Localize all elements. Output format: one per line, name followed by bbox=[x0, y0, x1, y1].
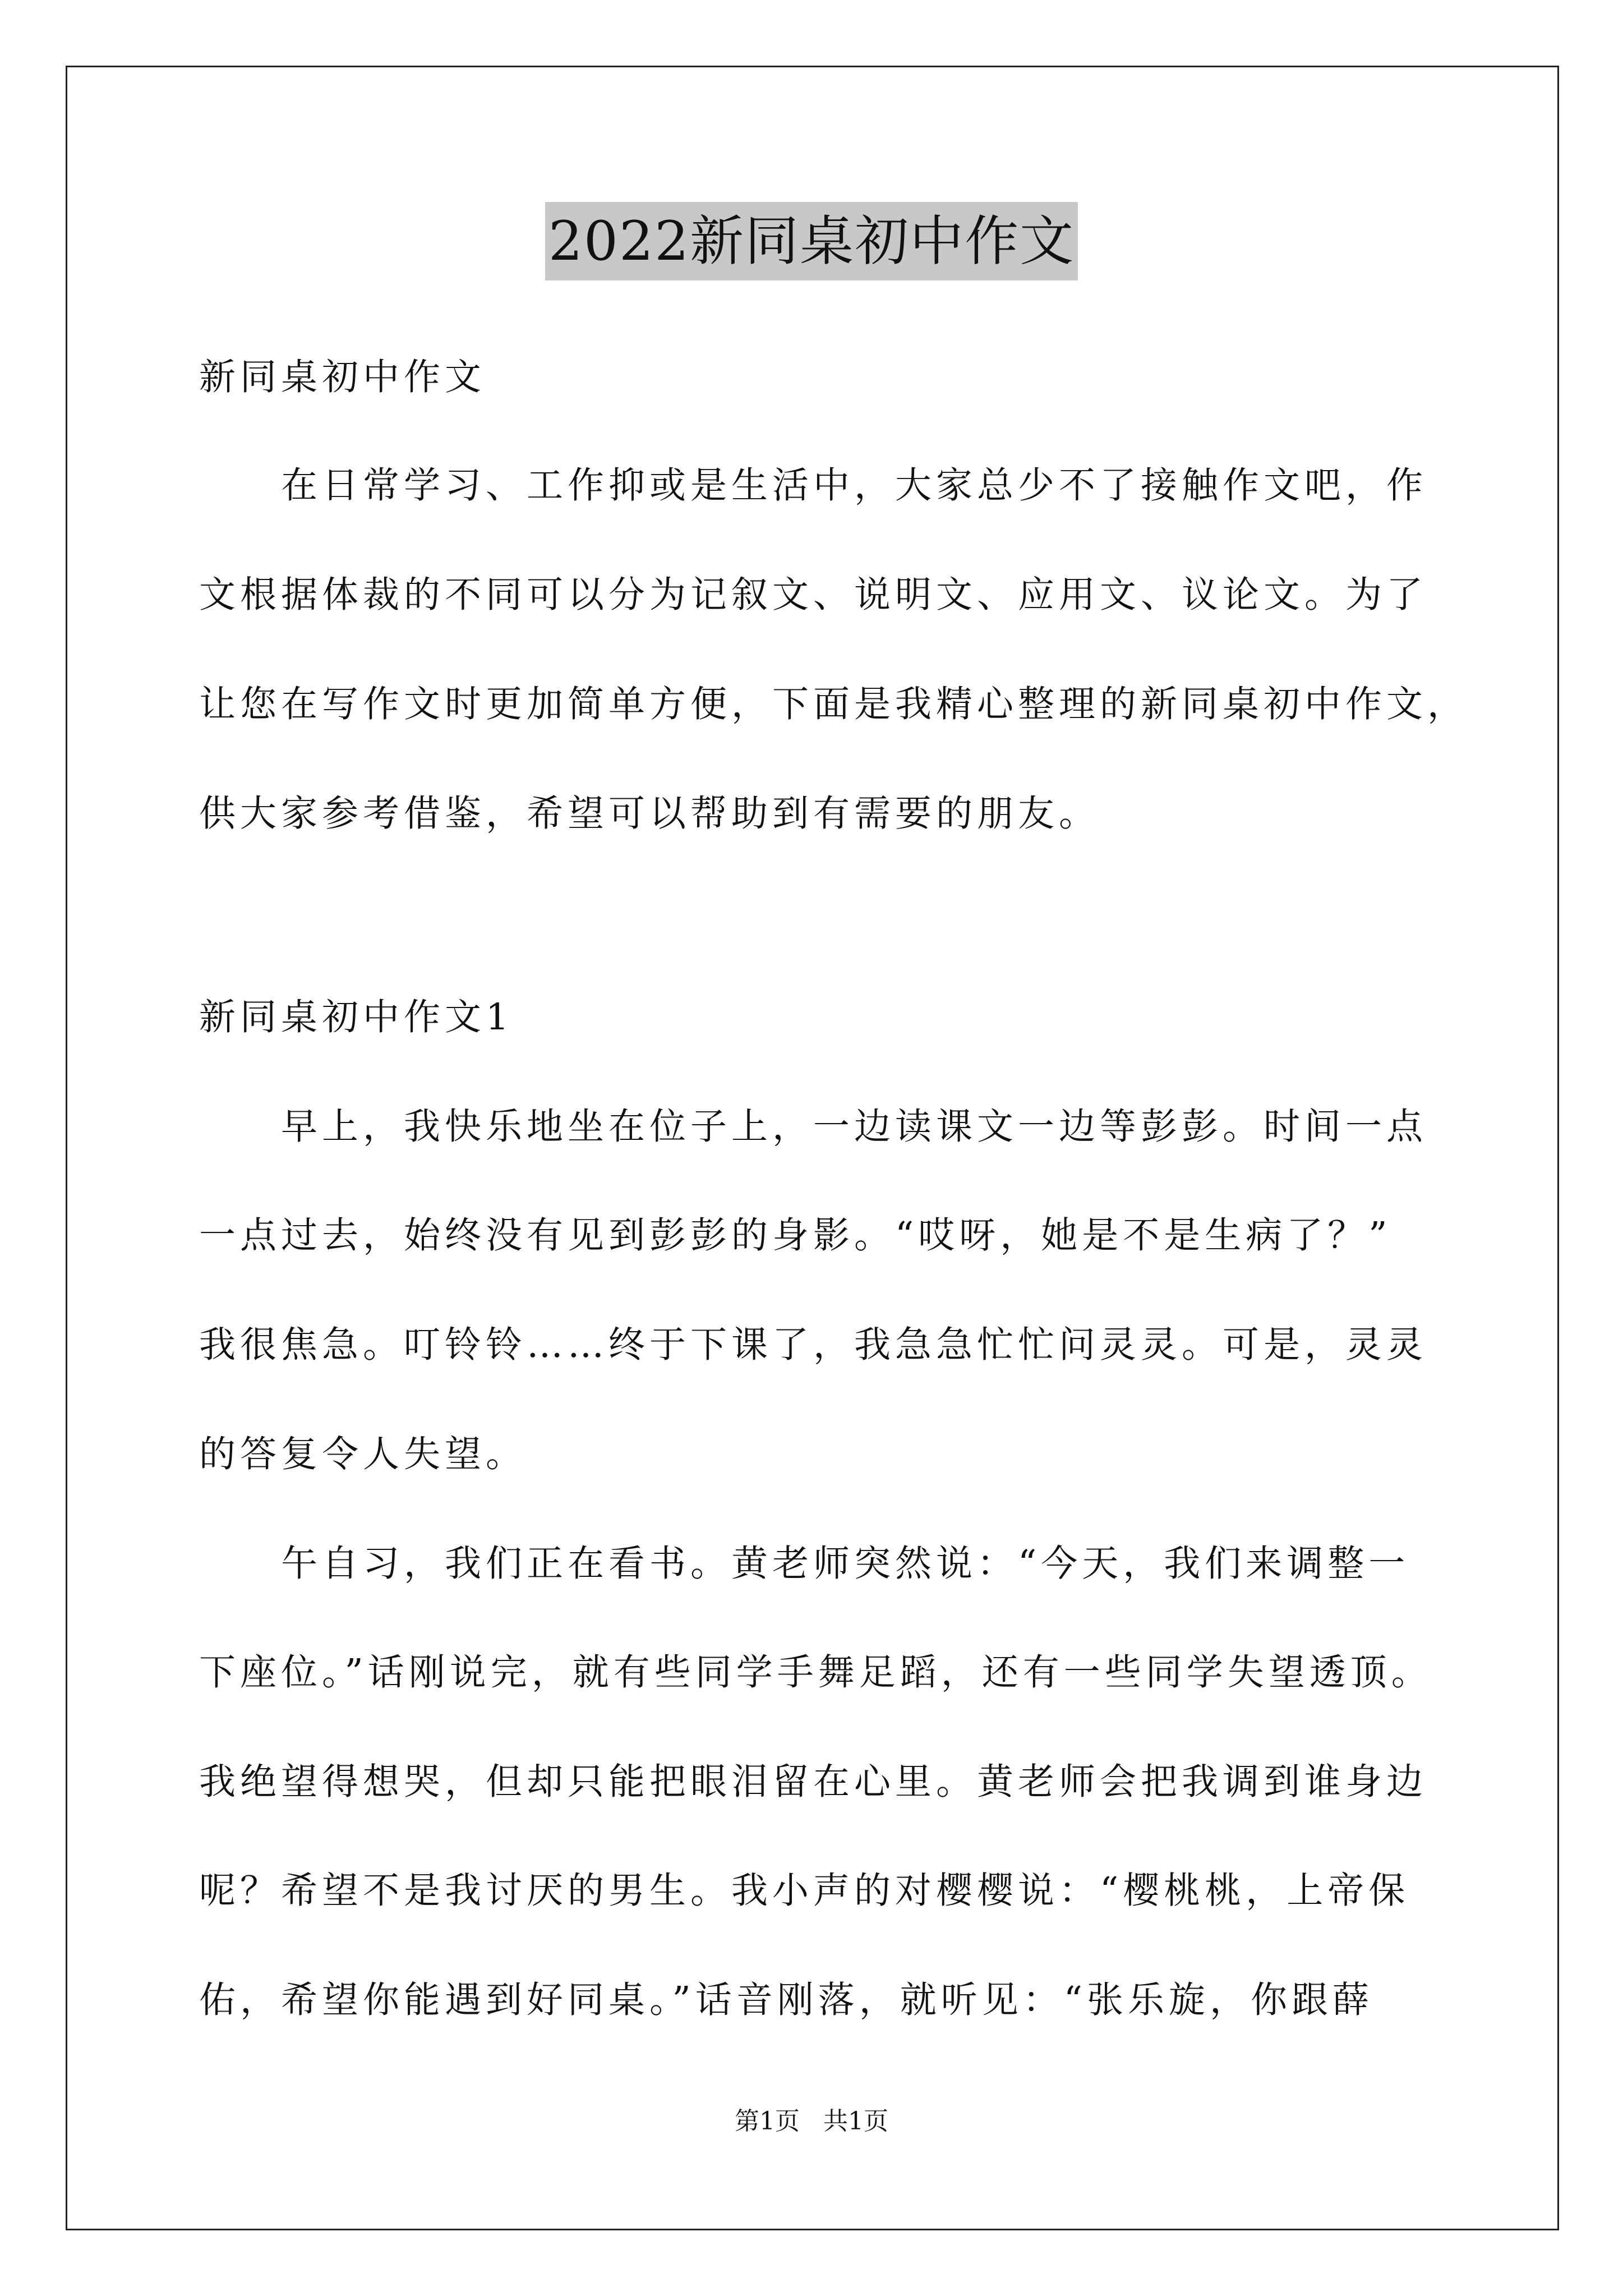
section-heading: 新同桌初中作文1 bbox=[199, 996, 514, 1038]
page-total: 共1页 bbox=[823, 2107, 888, 2136]
paragraph-line: 呢？希望不是我讨厌的男生。我小声的对樱樱说：“樱桃桃，上帝保 bbox=[199, 1870, 1410, 1912]
subtitle: 新同桌初中作文 bbox=[199, 356, 486, 398]
document-title: 2022新同桌初中作文 bbox=[545, 202, 1078, 280]
intro-line: 让您在写作文时更加简单方便，下面是我精心整理的新同桌初中作文， bbox=[199, 683, 1469, 725]
page-number: 第1页 bbox=[735, 2107, 800, 2136]
paragraph-line: 早上，我快乐地坐在位子上，一边读课文一边等彭彭。时间一点 bbox=[281, 1106, 1428, 1148]
paragraph-line: 午自习，我们正在看书。黄老师突然说：“今天，我们来调整一 bbox=[281, 1543, 1410, 1585]
intro-line: 在日常学习、工作抑或是生活中，大家总少不了接触作文吧，作 bbox=[281, 464, 1428, 507]
paragraph-line: 的答复令人失望。 bbox=[199, 1433, 527, 1475]
paragraph-line: 佑，希望你能遇到好同桌。”话音刚落，就听见：“张乐旋，你跟薛 bbox=[199, 1979, 1373, 2021]
paragraph-line: 我绝望得想哭，但却只能把眼泪留在心里。黄老师会把我调到谁身边 bbox=[199, 1761, 1428, 1803]
intro-line: 文根据体裁的不同可以分为记叙文、说明文、应用文、议论文。为了 bbox=[199, 574, 1428, 616]
paragraph-line: 一点过去，始终没有见到彭彭的身影。“哎呀，她是不是生病了？” bbox=[199, 1214, 1392, 1257]
title-container bbox=[0, 202, 1623, 280]
page-footer bbox=[0, 2105, 1623, 2138]
paragraph-line: 下座位。”话刚说完，就有些同学手舞足蹈，还有一些同学失望透顶。 bbox=[199, 1651, 1432, 1694]
intro-line: 供大家参考借鉴，希望可以帮助到有需要的朋友。 bbox=[199, 793, 1100, 835]
paragraph-line: 我很焦急。叮铃铃……终于下课了，我急急忙忙问灵灵。可是，灵灵 bbox=[199, 1324, 1428, 1366]
